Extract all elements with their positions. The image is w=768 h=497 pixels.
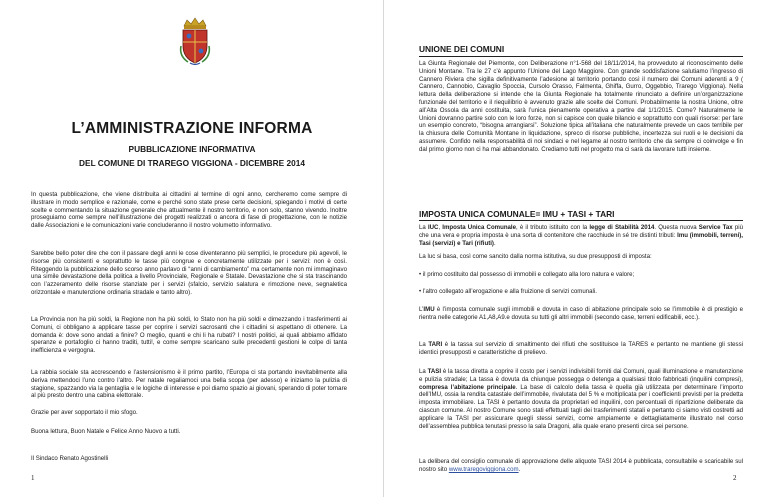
iuc-paragraph: La IUC, Imposta Unica Comunale, è il tributo istituito con la legge di Stabilità 2014. Questa nuova Service Tax più che una vera e propria imposta è una sorta di contenitore che racchiude in sé tre distinti tributi: Imu (immobili, terreni), Tasi (servizi) e Tari (rifiuti). <box>419 224 743 247</box>
presupposti-paragraph: La luc si basa, così come sancito dalla norma istitutiva, su due presupposti di imposta: <box>419 253 652 260</box>
tasi-paragraph: La TASI è la tassa diretta a coprire il costo per i servizi indivisibili forniti dai Comuni, quali illuminazione e manutenzione e pulizia stradale; La tassa è dovuta da chiunque possegga o detenga a qualsiasi titolo fabbricati (inquilini compresi), compresa l’abitazione principale. La base di calcolo della tassa è quella già utilizzata per determinare l’importo dell’IMU, ossia la rendita catastale dell’immobile, rivalutata del 5 % e moltiplicata per i coefficienti previsti per la predetta imposta immobiliare. La TASI è pertanto dovuta da proprietari ed inquilini, con percentuali di ripartizione deliberate da ciascun comune. Al nostro Comune sono stati effettuati tagli dei trasferimenti statali e pertanto ci siamo visti costretti ad applicare la TASI per assicurare quegli stessi servizi, come ampiamente e dettagliatamente illustrato nel corso dell’assemblea pubblica tenutasi presso la sala Dragoni, alla quale erano presenti circa sei persone. <box>419 368 743 430</box>
thanks-line: Grazie per aver sopportato il mio sfogo. <box>31 409 138 416</box>
section-rule <box>419 220 743 221</box>
page-title: L’AMMINISTRAZIONE INFORMA <box>71 120 313 137</box>
section-heading-iuc: IMPOSTA UNICA COMUNALE= IMU + TASI + TARI <box>419 209 615 219</box>
intro-paragraph: In questa pubblicazione, che viene distribuita ai cittadini al termine di ogni anno, cercheremo come sempre di illustrare in modo semplice e razionale, come e perché sono state prese certe decisioni, spiegando i motivi di certe scelte e commentando la situazione generale che attualmente il nostro territorio, e non solo, stanno vivendo. Inoltre proseguiamo come sempre nell’illustrazione dei progetti realizzati o ancora di fase di progettazione, con le notizie dalle Associazioni e le comunicazioni varie concluderanno il nostro volumetto informativo. <box>31 191 347 230</box>
bullet-item: • l’altro collegato all’erogazione e alla fruizione di servizi comunali. <box>419 288 597 295</box>
page-number: 2 <box>733 474 737 482</box>
body-paragraph: La rabbia sociale sta accrescendo e l’astensionismo è il primo partito, l’Europa ci sta portando inevitabilmente alla deriva mettendoci l’uno contro l’altro. Per natale regaliamoci una bella scopa (per adesso) e iniziamo la pulizia di stagione, spazzando via la gentaglia e le logiche di interesse e poi diamo spazio ai giovani, sperando di poter tornare al più presto dentro una cabina elettorale. <box>31 369 347 400</box>
imu-paragraph: L’IMU è l’imposta comunale sugli immobili e dovuta in caso di abitazione principale solo se l’immobile è di prestigio e rientra nelle categorie A1,A8,A9.e dovuta su tutti gli altri immobili (secondo case, terreni edificabili, ecc.). <box>419 306 743 321</box>
body-paragraph: La Provincia non ha più soldi, la Regione non ha più soldi, lo Stato non ha più soldi e dimezzando i trasferimenti ai Comuni, ci obbligano a applicare tasse per coprire i servizi sacrosanti che i cittadini si aspettano di ottenere. La domanda è: dove sono andati a finire? O meglio, quanti e chi li ha rubati? I nostri politici, ai quali abbiamo affidato speranze e portafoglio ci hanno traditi, tutti!, e come sempre scaricano sulle precedenti gestioni le colpe di tanta inefficienza e vergogna. <box>31 316 347 355</box>
coat-of-arms-icon <box>178 16 212 66</box>
website-link[interactable]: www.traregoviggiona.com <box>448 465 519 473</box>
section-rule <box>419 56 743 57</box>
publication-subtitle: PUBBLICAZIONE INFORMATIVA <box>128 144 256 154</box>
signature-line: Il Sindaco Renato Agostinelli <box>31 455 109 462</box>
bullet-item: • il primo costituito dal possesso di immobili e collegato alla loro natura e valore; <box>419 271 635 278</box>
greetings-line: Buona lettura, Buon Natale e Felice Anno Nuovo a tutti. <box>31 428 181 435</box>
body-paragraph: Sarebbe bello poter dire che con il passare degli anni le cose diventeranno più semplici, le procedure più agevoli, le risorse più consistenti e soprattutto le tasse più congrue e concretamente utilizzate per i servizi: non è così. Riteggendo la pubblicazione dello scorso anno parlavo di “anni di cambiamento” ma certamente non mi immaginavo una simile devastazione della politica a livello Provinciale, Regionale e Statale. Devastazione che si sta trascinando con l’azzeramento delle risorse stanziate per i servizi (sfalcio, servizio salatura e rimozione neve, segnaletica orizzontale e manutenzione ordinaria stradale e tanto altro). <box>31 250 347 296</box>
unione-paragraph: La Giunta Regionale del Piemonte, con Deliberazione n°1-568 del 18/11/2014, ha provveduto al riconoscimento delle Unioni Montane. Tra le 27 c’è appunto l’Unione del Lago Maggiore. Con grande soddisfazione salutiamo l’ingresso di Cannero Riviera che sigilla definitivamente l’adesione al territorio portando così il numero dei Comuni aderenti a 9 ( Cannero, Cannobio, Cavaglio Spoccia, Cursolo Orasso, Falmenta, Ghiffa, Gurro, Oggebbio, Trarego Viggiona). Nella lettura della deliberazione si intende che la Giunta Regionale ha totalmente rinunciato a definire un’organizzazione funzionale del territorio e il riequilibrio è avvenuto grazie alle scelte dei Comuni. Probabilmente la nostra Unione, oltre all’Alta Ossola da anni costituita, sarà l’unica pienamente operativa a partire dal 1/1/2015. Come? Naturalmente le Unioni dovranno partire solo con le loro forze, non si capisce con quale bilancio e soprattutto con quali risorse: per fare un esempio concreto, “bisogna arrangiarsi”. Soluzione tipica all’italiana che naturalmente prevede un caos terribile per la chiusura delle Comunità Montane in liquidazione, spreco di risorse pubbliche, incertezza sui ruoli e le decisioni da assumere. Confido nella responsabilità di noi sindaci e nel legame al nostro territorio che da sempre ci coinvolge e fin dal primo giorno non ci ha mai abbandonato. Crediamo tutti nel progetto ma ci sarà da lavorare tutti insieme. <box>419 60 743 153</box>
delibera-paragraph: La delibera del consiglio comunale di approvazione delle aliquote TASI 2014 è pubblicata, consultabile e scaricabile sul nostro sito www.traregoviggiona.com. <box>419 458 743 473</box>
tari-paragraph: La TARI è la tassa sul servizio di smaltimento dei rifiuti che sostituisce la TARES e pertanto ne mantiene gli stessi identici presupposti e caratteristiche di prelievo. <box>419 341 743 356</box>
publication-date-line: DEL COMUNE DI TRAREGO VIGGIONA - DICEMBRE 2014 <box>79 158 305 168</box>
section-heading-unione: UNIONE DEI COMUNI <box>419 44 505 54</box>
page-number: 1 <box>31 474 35 482</box>
